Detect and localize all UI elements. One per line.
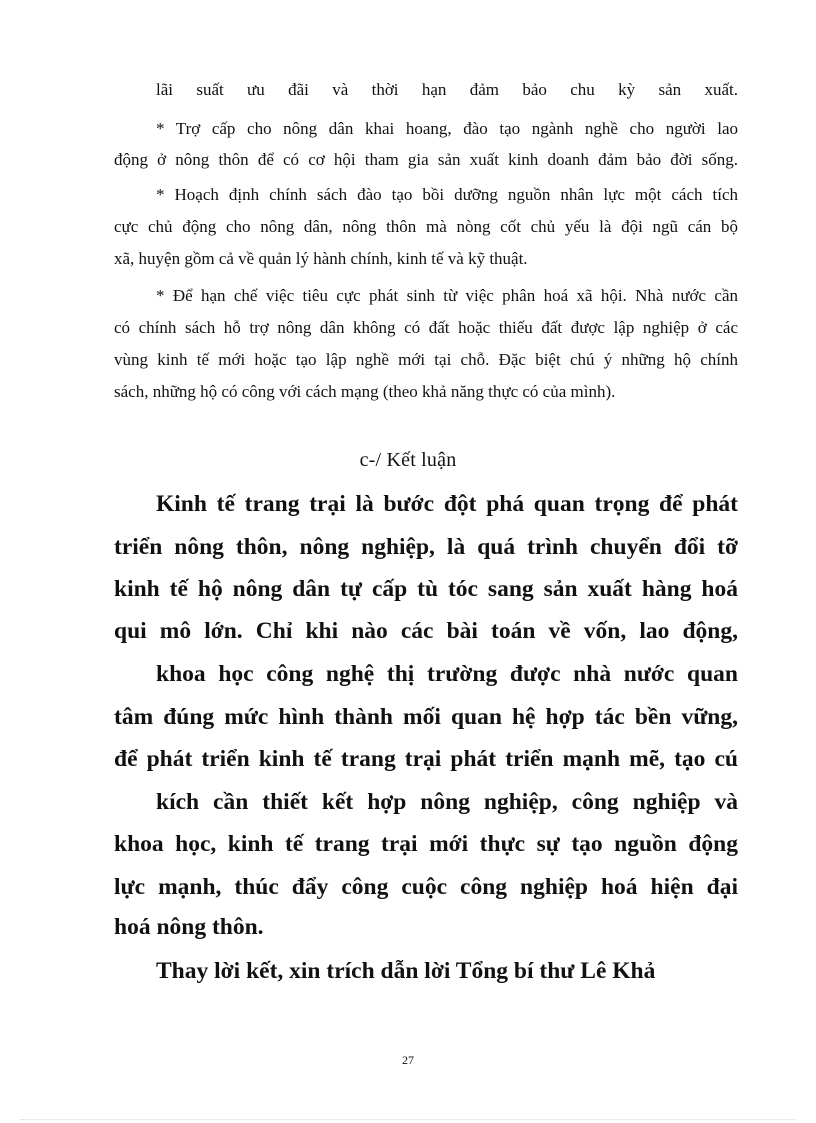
page-bottom-divider (20, 1119, 796, 1120)
conclusion-line-2: triển nông thôn, nông nghiệp, là quá trình chuyển đổi tỡ (114, 534, 738, 560)
conclusion-line-7: để phát triển kinh tế trang trại phát triển mạnh mẽ, tạo cú (114, 746, 738, 772)
conclusion-line-12: Thay lời kết, xin trích dẫn lời Tổng bí thư Lê Khả (156, 958, 656, 984)
conclusion-line-9: khoa học, kinh tế trang trại mới thực sự tạo nguồn động (114, 831, 738, 857)
section-heading: c-/ Kết luận (359, 449, 457, 471)
paragraph-0-line-1: lãi suất ưu đãi và thời hạn đảm bảo chu kỳ sản xuất. (156, 80, 738, 99)
conclusion-line-3: kinh tế hộ nông dân tự cấp tù tóc sang sản xuất hàng hoá (114, 576, 738, 602)
conclusion-line-8: kích cần thiết kết hợp nông nghiệp, công nghiệp và (156, 789, 738, 815)
conclusion-line-1: Kinh tế trang trại là bước đột phá quan trọng để phát (156, 491, 738, 517)
paragraph-1-line-2: động ở nông thôn để có cơ hội tham gia sản xuất kinh doanh đảm bảo đời sống. (114, 150, 738, 169)
paragraph-3-line-4: sách, những hộ có công với cách mạng (theo khả năng thực có của mình). (114, 382, 616, 401)
paragraph-2-line-3: xã, huyện gồm cả về quản lý hành chính, kinh tế và kỹ thuật. (114, 249, 528, 268)
conclusion-line-5: khoa học công nghệ thị trường được nhà nước quan (156, 661, 738, 687)
paragraph-2-line-2: cực chủ động cho nông dân, nông thôn mà nòng cốt chủ yếu là đội ngũ cán bộ (114, 217, 738, 236)
paragraph-3-line-3: vùng kinh tế mới hoặc tạo lập nghề mới tại chỗ. Đặc biệt chú ý những hộ chính (114, 350, 738, 369)
paragraph-3-line-1: * Để hạn chế việc tiêu cực phát sinh từ việc phân hoá xã hội. Nhà nước cần (156, 286, 738, 305)
conclusion-line-11: hoá nông thôn. (114, 914, 264, 940)
paragraph-2-line-1: * Hoạch định chính sách đào tạo bồi dưỡng nguồn nhân lực một cách tích (156, 185, 738, 204)
paragraph-3-line-2: có chính sách hỗ trợ nông dân không có đất hoặc thiếu đất được lập nghiệp ở các (114, 318, 738, 337)
conclusion-line-4: qui mô lớn. Chỉ khi nào các bài toán về vốn, lao động, (114, 618, 738, 644)
conclusion-line-6: tâm đúng mức hình thành mối quan hệ hợp tác bền vững, (114, 704, 738, 730)
paragraph-1-line-1: * Trợ cấp cho nông dân khai hoang, đào tạo ngành nghề cho người lao (156, 119, 738, 138)
conclusion-line-10: lực mạnh, thúc đẩy công cuộc công nghiệp hoá hiện đại (114, 874, 738, 900)
page-number: 27 (402, 1053, 414, 1067)
